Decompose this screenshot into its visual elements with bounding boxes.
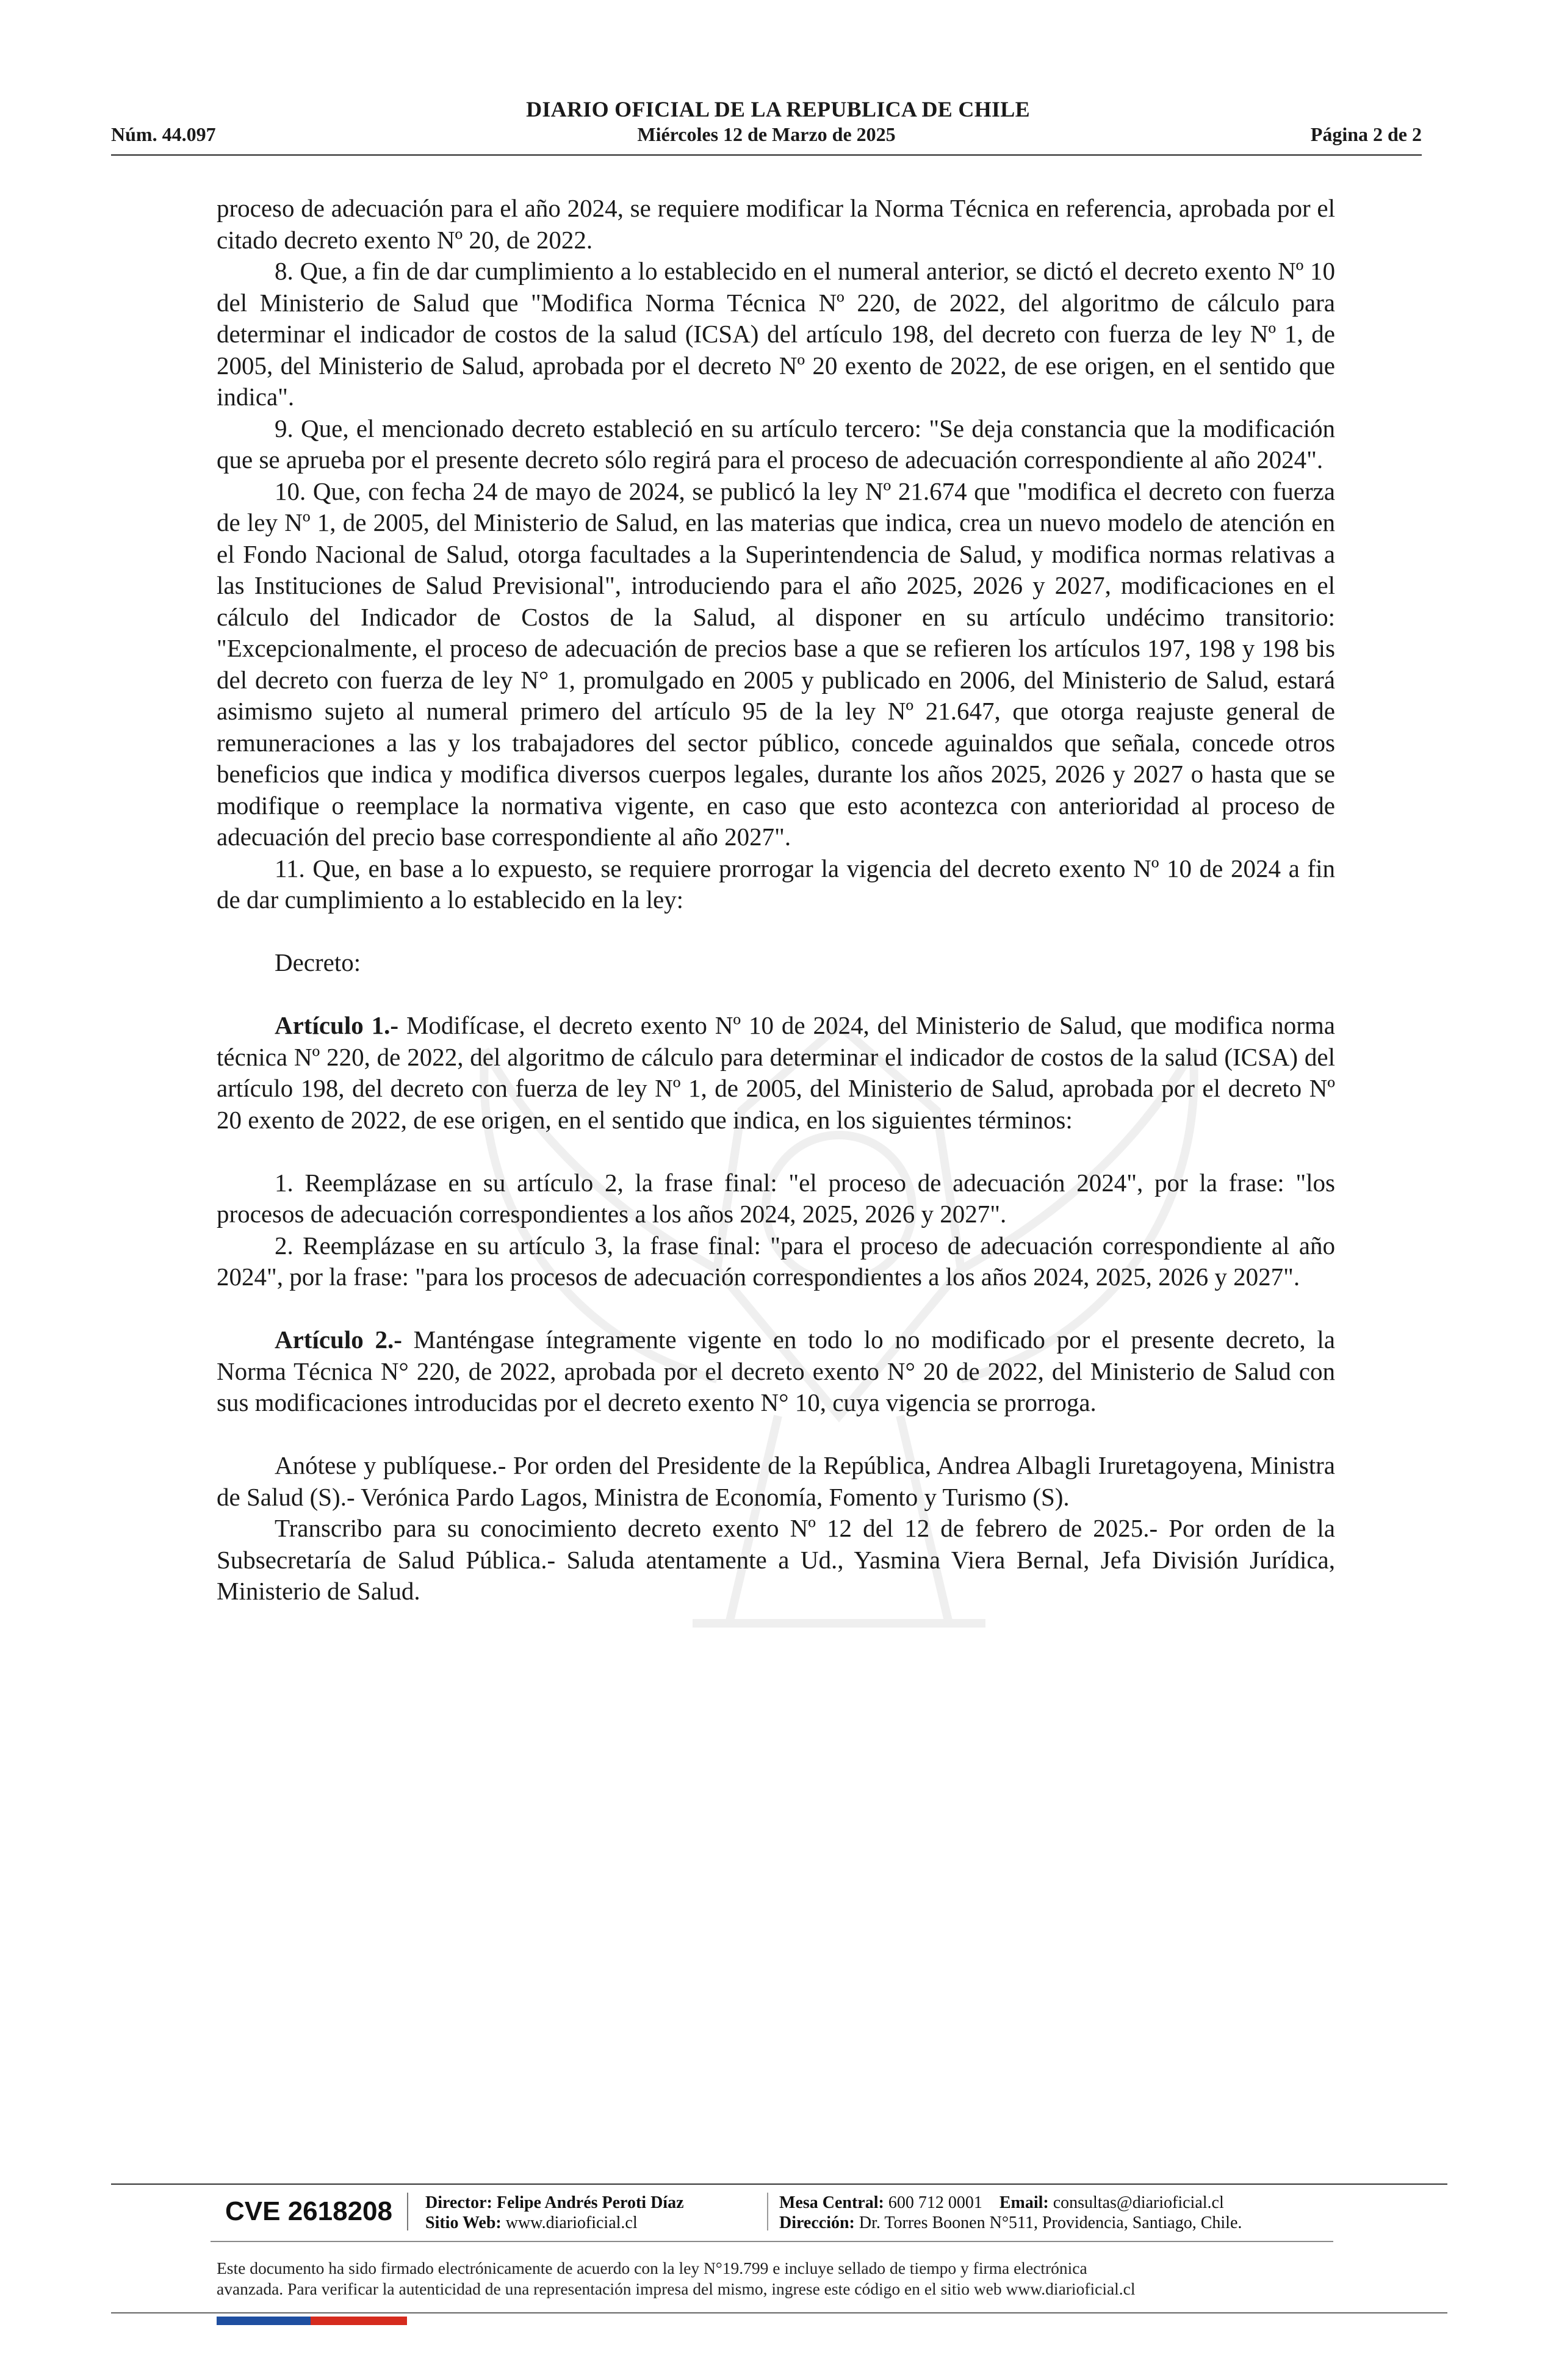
flag-red — [311, 2317, 407, 2325]
decree-body — [217, 193, 1335, 1607]
article-1 — [217, 1010, 1335, 1136]
header-divider — [111, 154, 1422, 156]
page-indicator: Página 2 de 2 — [1310, 123, 1422, 145]
email-label: Email: — [999, 2193, 1049, 2212]
mesa-label: Mesa Central: — [779, 2193, 884, 2212]
article-1-item-1: 1. Reemplázase en su artículo 2, la frase final: "el proceso de adecuación 2024", por la frase: "los procesos de adecuación correspondientes a los años 2024, 2025, 2026 y 2027". — [217, 1168, 1335, 1228]
issue-date: Miércoles 12 de Marzo de 2025 — [637, 123, 896, 145]
email-link[interactable]: consultas@diarioficial.cl — [1053, 2193, 1224, 2212]
cve-code: CVE 2618208 — [211, 2193, 408, 2230]
legal-line-2: avanzada. Para verificar la autenticidad de una representación impresa del mismo, ingrese este código en el sitio web www.diarioficial.cl — [217, 2279, 1136, 2298]
director-label: Director: — [425, 2193, 492, 2212]
web-label: Sitio Web: — [425, 2213, 502, 2232]
paragraph-intro: proceso de adecuación para el año 2024, se requiere modificar la Norma Técnica en referencia, aprobada por el citado decreto exento Nº 20, de 2022. — [217, 194, 1335, 254]
article-2-text: Manténgase íntegramente vigente en todo lo no modificado por el presente decreto, la Norma Técnica N° 220, de 2022, aprobada por el decreto exento N° 20 de 2022, del Ministerio de Salud con sus modificaciones introducidas por el decreto exento N° 10, cuya vigencia se prorroga. — [217, 1325, 1335, 1416]
address-value: Dr. Torres Boonen N°511, Providencia, Santiago, Chile. — [859, 2213, 1242, 2232]
web-link[interactable]: www.diarioficial.cl — [505, 2213, 638, 2232]
article-2-label: Artículo 2.- — [275, 1325, 402, 1354]
paragraph-8: 8. Que, a fin de dar cumplimiento a lo establecido en el numeral anterior, se dictó el decreto exento Nº 10 del Ministerio de Salud que "Modifica Norma Técnica Nº 220, de 2022, del algoritmo de cálculo para determinar el indicador de costos de la salud (ICSA) del artículo 198, del decreto con fuerza de ley Nº 1, de 2005, del Ministerio de Salud, aprobada por el decreto Nº 20 exento de 2022, de ese origen, en el sentido que indica". — [217, 257, 1335, 411]
paragraph-11: 11. Que, en base a lo expuesto, se requiere prorrogar la vigencia del decreto exento Nº 10 de 2024 a fin de dar cumplimiento a lo establecido en la ley: — [217, 854, 1335, 914]
article-1-text: Modifícase, el decreto exento Nº 10 de 2024, del Ministerio de Salud, que modifica norma técnica Nº 220, de 2022, del algoritmo de cálculo para determinar el indicador de costos de la salud (ICSA) del artículo 198, del decreto con fuerza de ley Nº 1, de 2005, del Ministerio de Salud, aprobada por el decreto Nº 20 exento de 2022, de ese origen, en el sentido que indica, en los siguientes términos: — [217, 1011, 1336, 1134]
paragraph-9: 9. Que, el mencionado decreto estableció en su artículo tercero: "Se deja constancia que la modificación que se aprueba por el presente decreto sólo regirá para el proceso de adecuación correspondiente al año 2024". — [217, 414, 1335, 474]
footer-mid-divider — [211, 2241, 1333, 2242]
footer-bottom-divider — [111, 2312, 1447, 2313]
legal-line-1: Este documento ha sido firmado electrónicamente de acuerdo con la ley N°19.799 e incluye sellado de tiempo y firma electrónica — [217, 2259, 1087, 2277]
transcribo-paragraph: Transcribo para su conocimiento decreto exento Nº 12 del 12 de febrero de 2025.- Por orden de la Subsecretaría de Salud Pública.- Saluda atentamente a Ud., Yasmina Viera Bernal, Jefa División Jurídica, Ministerio de Salud. — [217, 1514, 1335, 1605]
header-row — [111, 123, 1422, 150]
legal-notice — [217, 2258, 1335, 2299]
address-label: Dirección: — [779, 2213, 855, 2232]
newspaper-title: DIARIO OFICIAL DE LA REPUBLICA DE CHILE — [526, 97, 1030, 121]
flag-blue-1 — [217, 2317, 284, 2325]
contact-info — [779, 2193, 1242, 2233]
issue-number: Núm. 44.097 — [111, 123, 216, 145]
flag-color-bar — [217, 2317, 407, 2325]
director-name: Felipe Andrés Peroti Díaz — [496, 2193, 684, 2212]
article-1-label: Artículo 1.- — [275, 1011, 399, 1039]
article-1-item-2: 2. Reemplázase en su artículo 3, la frase final: "para el proceso de adecuación correspondiente al año 2024", por la frase: "para los procesos de adecuación correspondientes a los años 2024, 2025, 2026 y 2027". — [217, 1231, 1335, 1291]
article-2 — [217, 1324, 1335, 1419]
footer-top-divider — [111, 2183, 1447, 2185]
flag-blue-2 — [284, 2317, 311, 2325]
paragraph-10: 10. Que, con fecha 24 de mayo de 2024, se publicó la ley Nº 21.674 que "modifica el decreto con fuerza de ley Nº 1, de 2005, del Ministerio de Salud, en las materias que indica, crea un nuevo modelo de atención en el Fondo Nacional de Salud, otorga facultades a la Superintendencia de Salud, y modifica normas relativas a las Instituciones de Salud Previsional", introduciendo para el año 2025, 2026 y 2027, modificaciones en el cálculo del Indicador de Costos de la Salud, al disponer en su artículo undécimo transitorio: "Excepcionalmente, el proceso de adecuación de precios base a que se refieren los artículos 197, 198 y 198 bis del decreto con fuerza de ley N° 1, promulgado en 2005 y publicado en 2006, del Ministerio de Salud, estará asimismo sujeto al numeral primero del artículo 95 de la ley Nº 21.647, que otorga reajuste general de remuneraciones a las y los trabajadores del sector público, concede aguinaldos que señala, concede otros beneficios que indica y modifica diversos cuerpos legales, durante los años 2025, 2026 y 2027 o hasta que se modifique o reemplace la normativa vigente, en caso que esto acontezca con anterioridad al proceso de adecuación del precio base correspondiente al año 2027". — [217, 477, 1335, 851]
mesa-phone: 600 712 0001 — [888, 2193, 982, 2212]
director-info — [425, 2193, 684, 2233]
footer-column-divider — [767, 2193, 768, 2230]
decreto-heading: Decreto: — [275, 948, 361, 976]
anotese-paragraph: Anótese y publíquese.- Por orden del Presidente de la República, Andrea Albagli Iruretagoyena, Ministra de Salud (S).- Verónica Pardo Lagos, Ministra de Economía, Fomento y Turismo (S). — [217, 1451, 1335, 1511]
